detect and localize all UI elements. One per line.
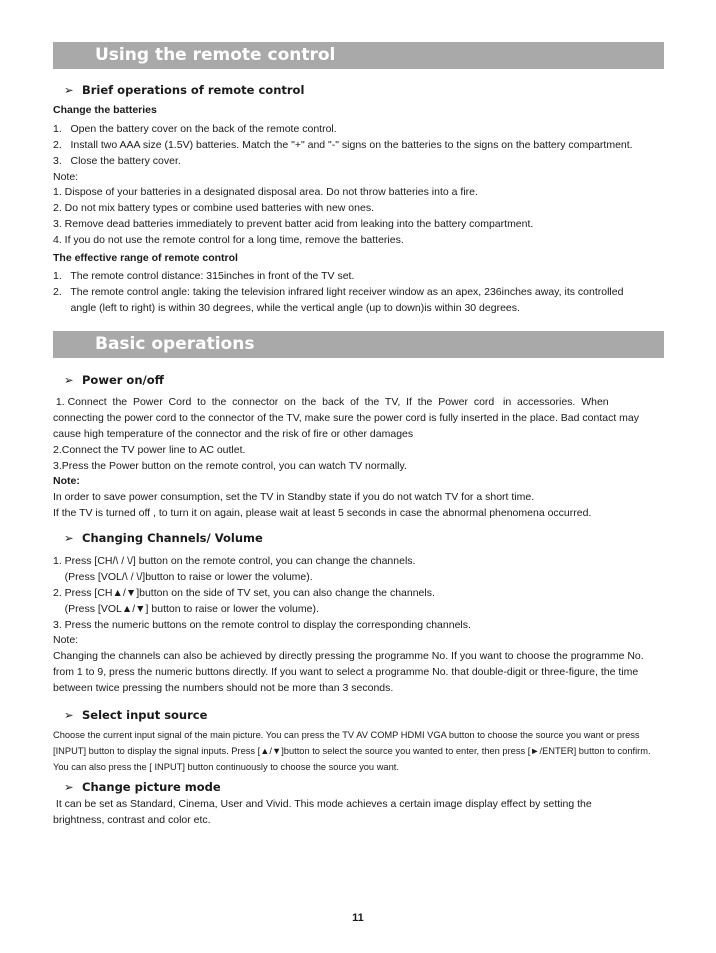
channels-note-line: between twice pressing the numbers should not be more than 3 seconds. <box>53 682 394 694</box>
input-line: [INPUT] button to display the signal inputs. Press [▲/▼]button to select the source you wanted to enter, then press [►/ENTER] button to confirm. <box>53 746 651 756</box>
channels-note-line: Changing the channels can also be achieved by directly pressing the programme No. If you want to choose the programme No. <box>53 650 644 662</box>
channels-line: 3. Press the numeric buttons on the remote control to display the corresponding channels. <box>53 619 471 631</box>
subheading-text: Select input source <box>82 708 208 722</box>
subheading-channels <box>64 531 263 545</box>
note-item: 2. Do not mix battery types or combine used batteries with new ones. <box>53 202 374 214</box>
picture-line: It can be set as Standard, Cinema, User and Vivid. This mode achieves a certain image display effect by setting the <box>53 798 592 810</box>
change-batteries-heading: Change the batteries <box>53 104 157 116</box>
channels-line: 1. Press [CH/\ / \/] button on the remote control, you can change the channels. <box>53 555 416 567</box>
range-heading: The effective range of remote control <box>53 252 238 264</box>
range-item: 1. The remote control distance: 315inches in front of the TV set. <box>53 270 355 282</box>
channels-line: (Press [VOL/\ / \/]button to raise or lower the volume). <box>53 571 313 583</box>
note-item: 1. Dispose of your batteries in a designated disposal area. Do not throw batteries into a fire. <box>53 186 478 198</box>
subheading-text: Changing Channels/ Volume <box>82 531 263 545</box>
input-line: You can also press the [ INPUT] button continuously to choose the source you want. <box>53 762 399 772</box>
battery-step: 1. Open the battery cover on the back of the remote control. <box>53 123 337 135</box>
subheading-brief-operations <box>64 83 304 97</box>
note-item: 3. Remove dead batteries immediately to prevent batter acid from leaking into the battery compartment. <box>53 218 534 230</box>
note-item: 4. If you do not use the remote control for a long time, remove the batteries. <box>53 234 404 246</box>
power-line: 1. Connect the Power Cord to the connector on the back of the TV, If the Power cord in accessories. When <box>53 396 609 408</box>
subheading-picture-mode <box>64 780 221 794</box>
power-line: 3.Press the Power button on the remote control, you can watch TV normally. <box>53 460 407 472</box>
power-note-line: If the TV is turned off , to turn it on again, please wait at least 5 seconds in case the abnormal phenomena occurred. <box>53 507 592 519</box>
subheading-text: Power on/off <box>82 373 164 387</box>
power-note-line: In order to save power consumption, set the TV in Standby state if you do not watch TV for a short time. <box>53 491 535 503</box>
note-label: Note: <box>53 171 79 183</box>
double-arrow-icon: ➢ <box>64 708 74 722</box>
range-item: angle (left to right) is within 30 degrees, while the vertical angle (up to down)is within 30 degrees. <box>53 302 520 314</box>
subheading-text: Change picture mode <box>82 780 221 794</box>
range-item: 2. The remote control angle: taking the television infrared light receiver window as an apex, 236inches away, its controlled <box>53 286 624 298</box>
section-banner-basic: Basic operations <box>53 331 664 358</box>
power-line: cause high temperature of the connector and the risk of fire or other damages <box>53 428 414 440</box>
double-arrow-icon: ➢ <box>64 373 74 387</box>
channels-line: 2. Press [CH▲/▼]button on the side of TV set, you can also change the channels. <box>53 587 435 599</box>
power-line: connecting the power cord to the connector of the TV, make sure the power cord is fully inserted in the place. Bad contact may <box>53 412 639 424</box>
power-note-label: Note: <box>53 475 80 487</box>
battery-step: 3. Close the battery cover. <box>53 155 181 167</box>
battery-step: 2. Install two AAA size (1.5V) batteries. Match the "+" and "-" signs on the batteries to the signs on the battery compartment. <box>53 139 633 151</box>
subheading-input-source <box>64 708 207 722</box>
power-line: 2.Connect the TV power line to AC outlet. <box>53 444 246 456</box>
section-banner-remote: Using the remote control <box>53 42 664 69</box>
double-arrow-icon: ➢ <box>64 780 74 794</box>
double-arrow-icon: ➢ <box>64 531 74 545</box>
channels-note-line: from 1 to 9, press the numeric buttons directly. If you want to select a programme No. that double-digit or three-figure, the time <box>53 666 639 678</box>
channels-line: (Press [VOL▲/▼] button to raise or lower the volume). <box>53 603 319 615</box>
subheading-power <box>64 373 164 387</box>
subheading-text: Brief operations of remote control <box>82 83 305 97</box>
double-arrow-icon: ➢ <box>64 83 74 97</box>
page-number: 11 <box>352 912 364 924</box>
input-line: Choose the current input signal of the main picture. You can press the TV AV COMP HDMI VGA button to choose the source you want or press <box>53 730 640 740</box>
channels-note-label: Note: <box>53 634 79 646</box>
picture-line: brightness, contrast and color etc. <box>53 814 211 826</box>
